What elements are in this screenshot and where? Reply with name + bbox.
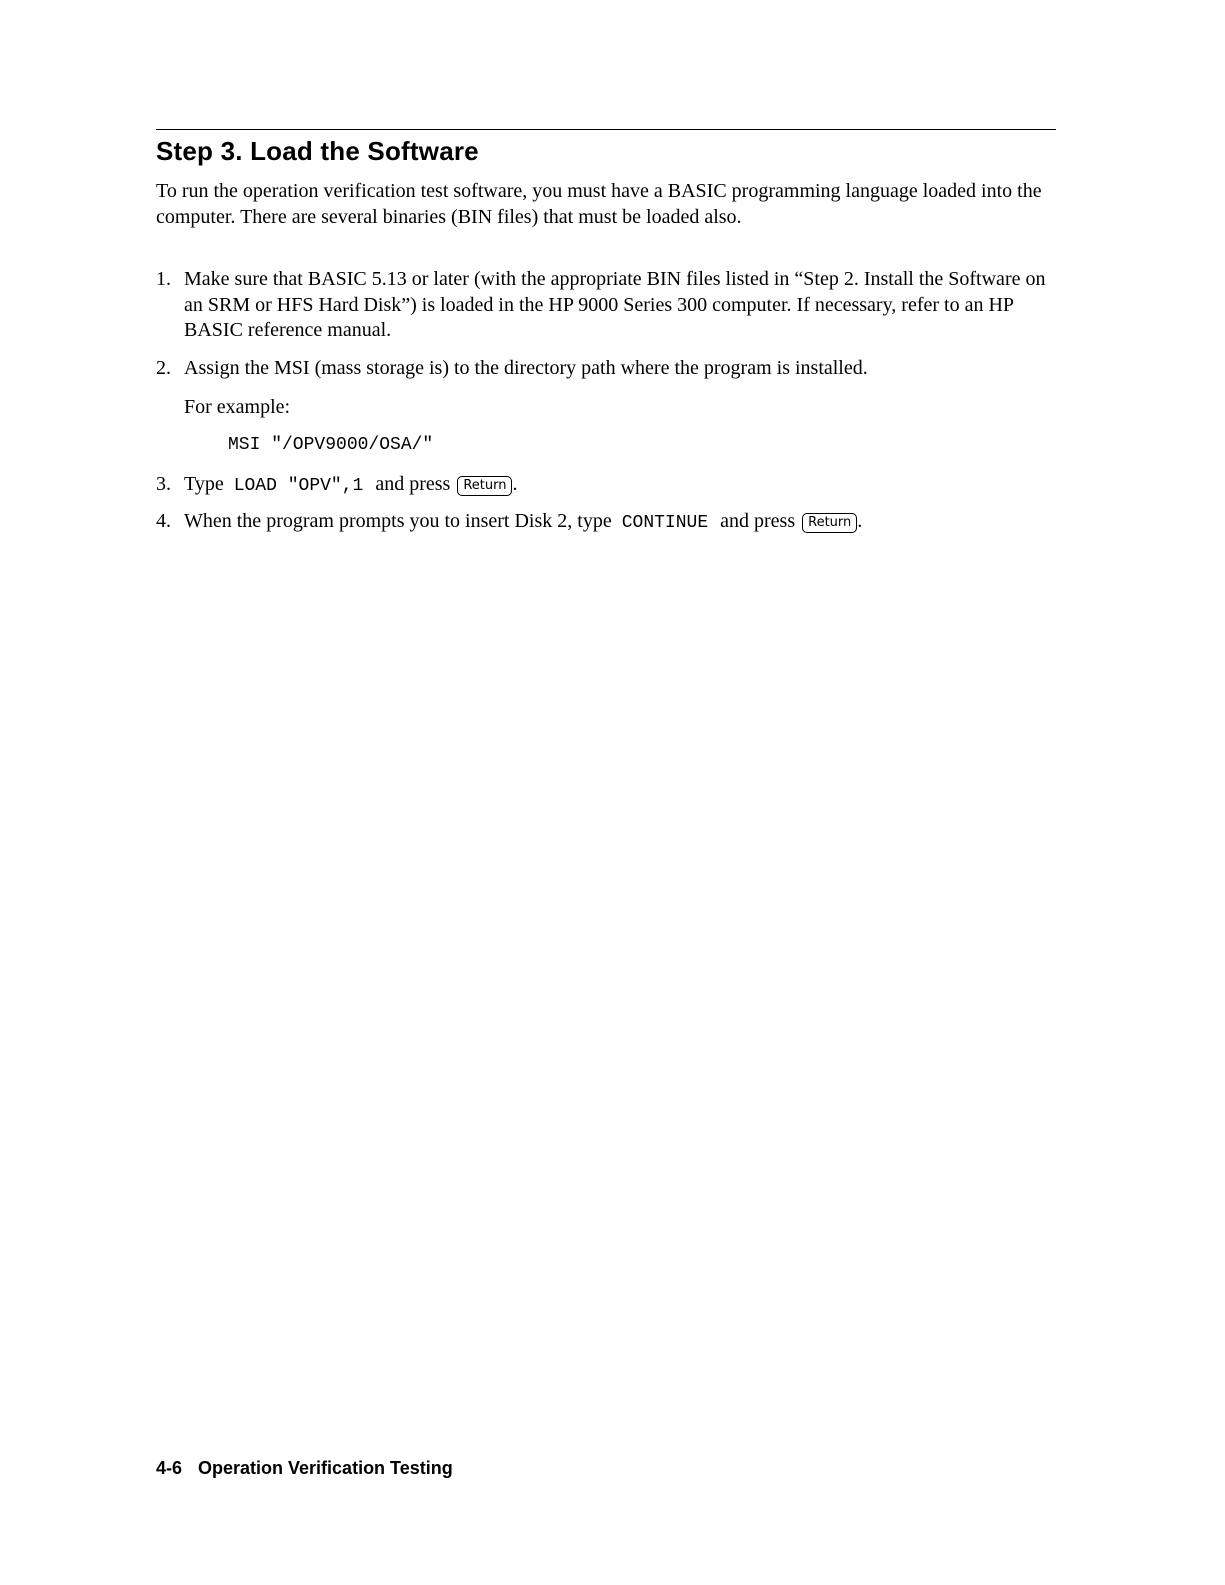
section-heading: Step 3. Load the Software bbox=[156, 136, 479, 166]
step-item-2 bbox=[156, 356, 1056, 382]
step-text bbox=[184, 509, 1056, 537]
step-number: 2. bbox=[156, 357, 171, 379]
step-item-3 bbox=[156, 472, 1056, 500]
step-number: 4. bbox=[156, 510, 171, 532]
intro-paragraph: To run the operation verification test software, you must have a BASIC programming language loaded into the computer. There are several binaries (BIN files) that must be loaded also. bbox=[156, 180, 1042, 228]
return-key-icon: Return bbox=[457, 476, 512, 496]
step-middle: and press bbox=[720, 510, 796, 532]
step-middle: and press bbox=[375, 473, 451, 495]
example-label: For example: bbox=[184, 396, 291, 418]
step-number: 3. bbox=[156, 473, 171, 495]
heading-rule bbox=[156, 129, 1056, 130]
command-code: LOAD "OPV",1 bbox=[233, 476, 364, 496]
step-prefix: Type bbox=[184, 473, 224, 495]
step-item-1 bbox=[156, 267, 1056, 344]
step-number: 1. bbox=[156, 268, 171, 290]
page-number: 4-6 bbox=[156, 1458, 183, 1478]
step-suffix: . bbox=[857, 510, 863, 532]
step-text bbox=[184, 472, 1056, 500]
step-item-4 bbox=[156, 509, 1056, 537]
page-footer bbox=[156, 1456, 453, 1480]
example-code: MSI "/OPV9000/OSA/" bbox=[228, 435, 434, 455]
step-prefix: When the program prompts you to insert Disk 2, type bbox=[184, 510, 612, 532]
step-text: Make sure that BASIC 5.13 or later (with the appropriate BIN files listed in “Step 2. Install the Software on an SRM or HFS Hard Disk”) is loaded in the HP 9000 Series 300 computer. If necessary, refer to an HP BASIC reference manual. bbox=[184, 268, 1046, 341]
return-key-icon: Return bbox=[802, 513, 857, 533]
command-code: CONTINUE bbox=[621, 513, 709, 533]
chapter-title: Operation Verification Testing bbox=[198, 1458, 453, 1478]
step-text: Assign the MSI (mass storage is) to the directory path where the program is installed. bbox=[184, 357, 868, 379]
step-suffix: . bbox=[512, 473, 518, 495]
